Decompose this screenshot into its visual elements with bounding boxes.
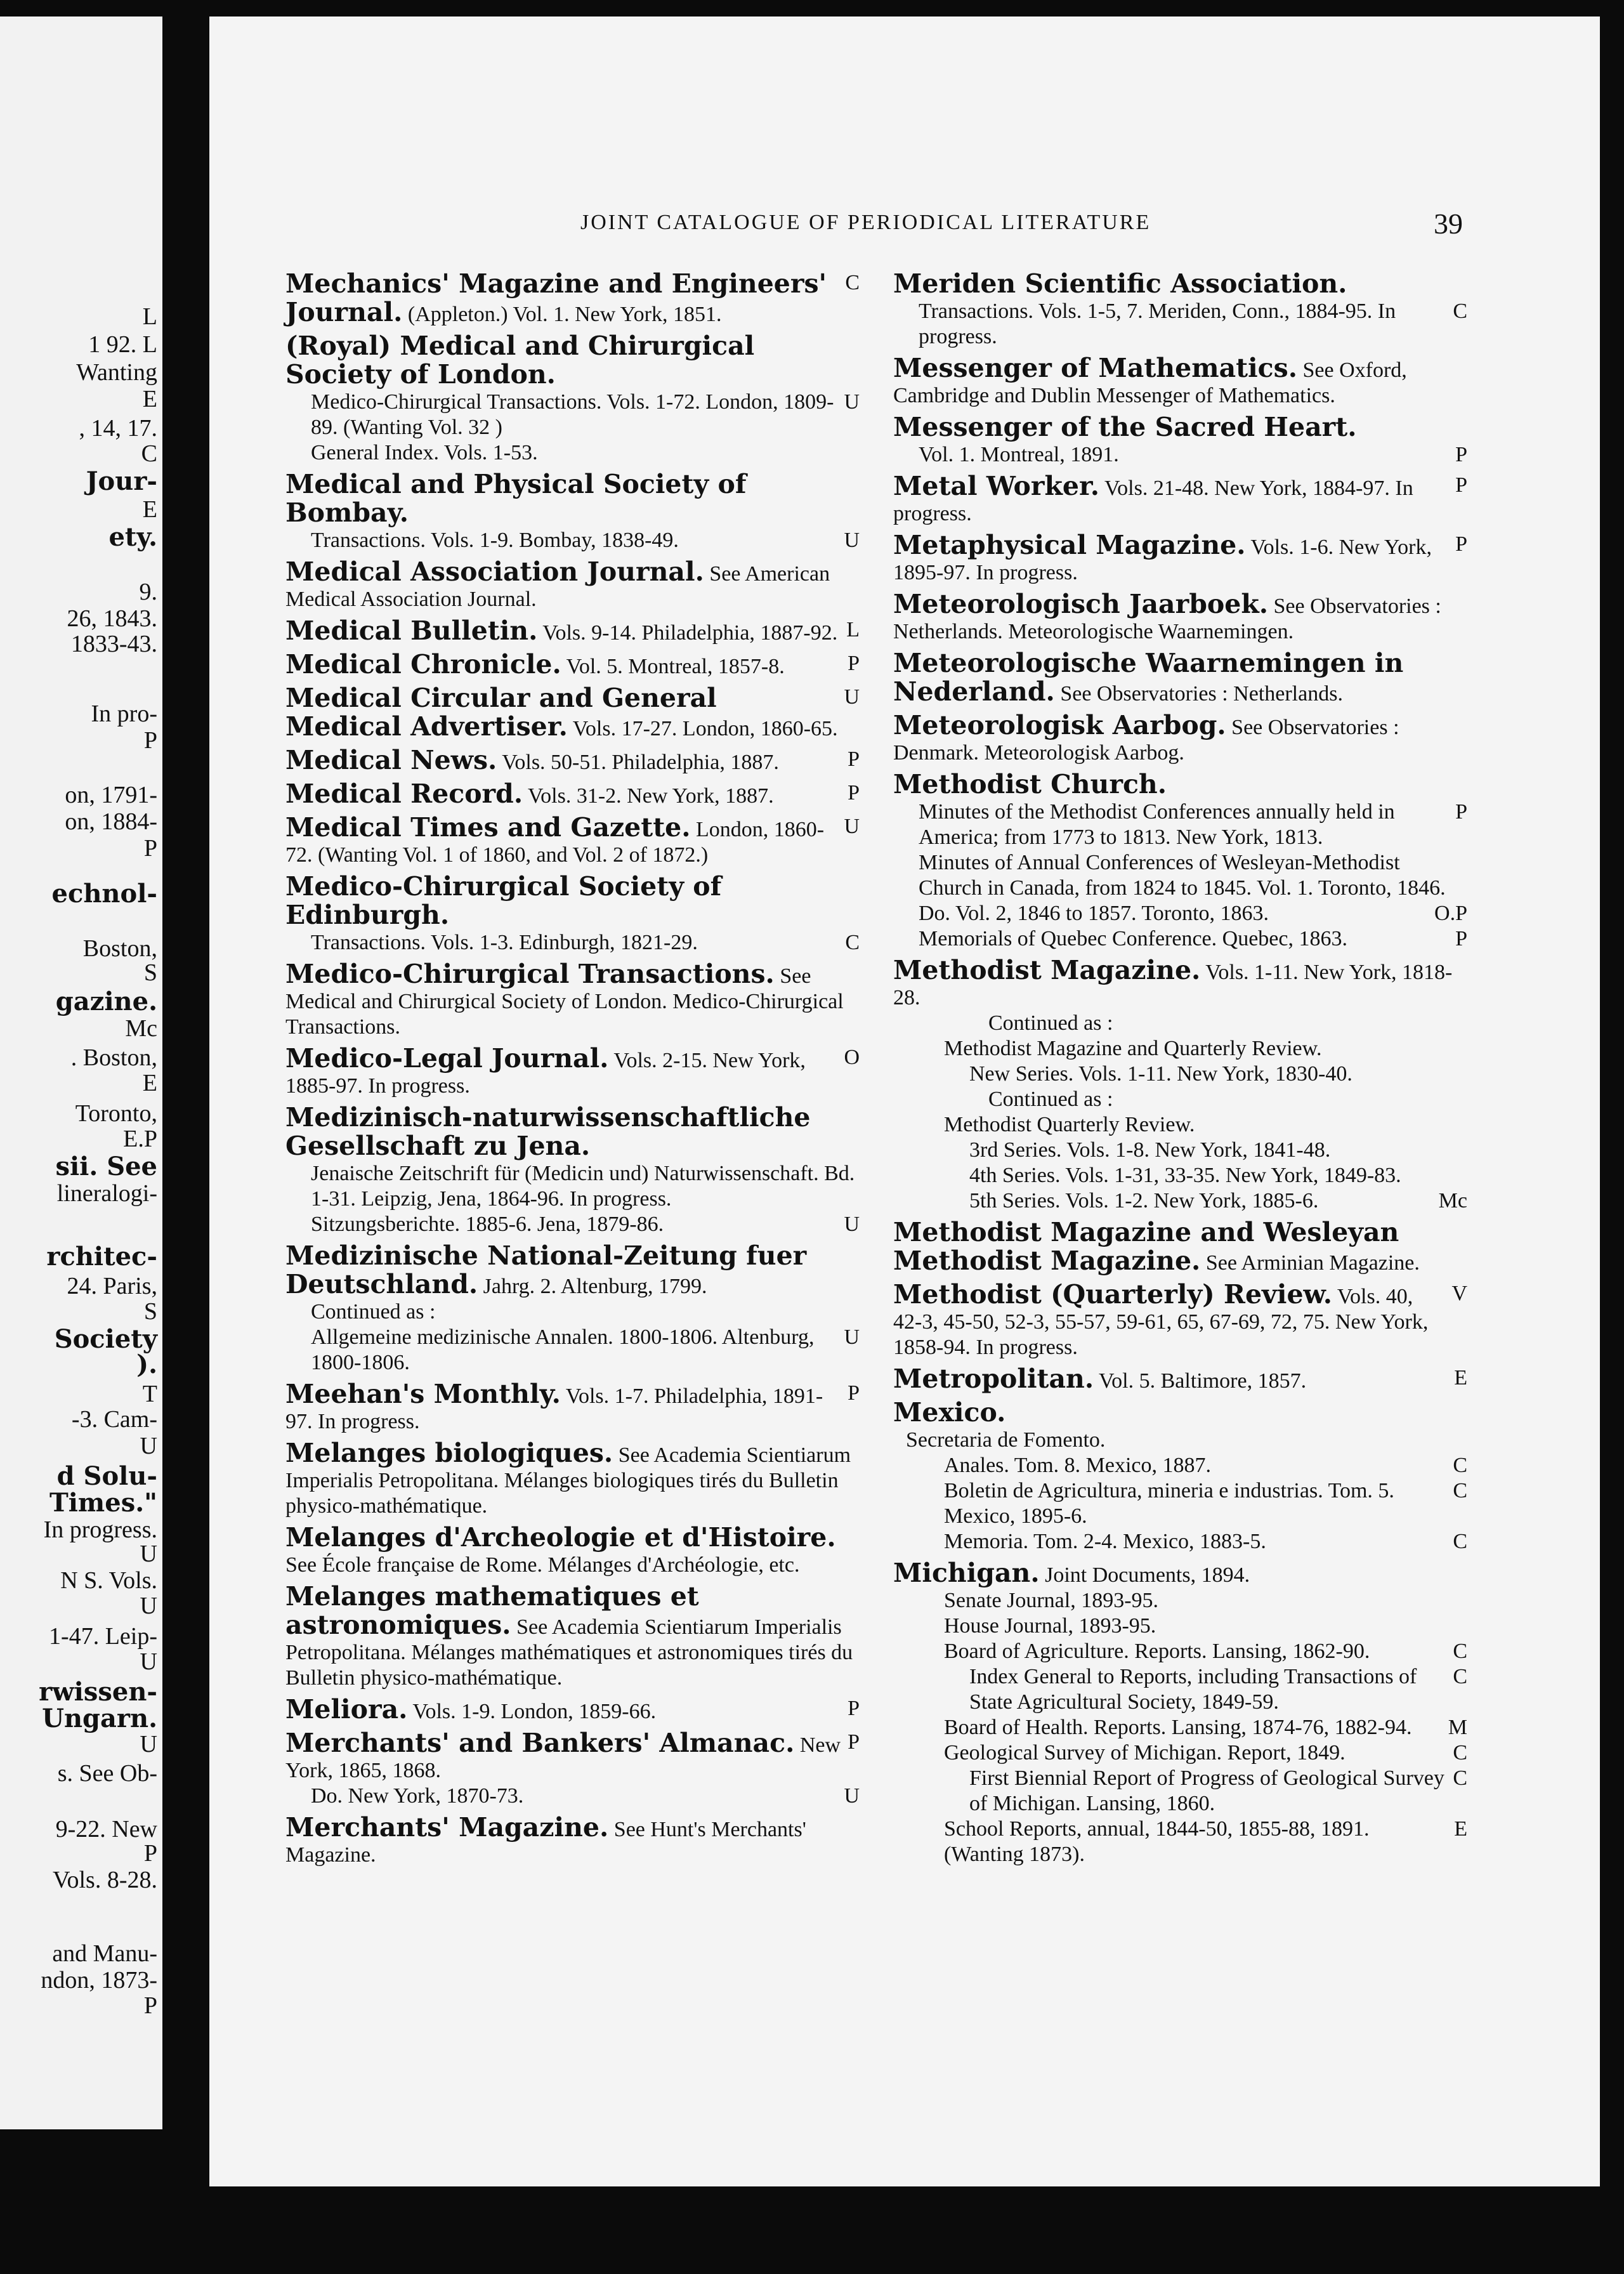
- holding-code: E: [1454, 1366, 1467, 1390]
- holding-code: Mc: [1438, 1189, 1467, 1213]
- sub-entry: [893, 926, 1467, 952]
- sub-entry-text: New Series. Vols. 1-11. New York, 1830-40.: [969, 1062, 1352, 1086]
- catalogue-entry: [285, 1381, 860, 1435]
- catalogue-entry: [285, 1583, 860, 1691]
- entry-title: Medical Chronicle.: [285, 649, 561, 680]
- catalogue-entry: [285, 651, 860, 680]
- sub-entry: [893, 1664, 1467, 1715]
- left-page-fragment: U: [140, 1433, 157, 1459]
- sub-entry: [893, 1036, 1467, 1061]
- left-page-fragment: N S. Vols.: [60, 1567, 157, 1594]
- sub-entry-text: Jenaische Zeitschrift für (Medicin und) Naturwissenschaft. Bd. 1-31. Leipzig, Jena, 1864-96. In progress.: [311, 1162, 855, 1211]
- left-page-fragment: L: [142, 303, 157, 330]
- entry-title: Melanges biologiques.: [285, 1438, 613, 1468]
- left-page-fragment: P: [143, 727, 157, 754]
- catalogue-entry: [285, 617, 860, 646]
- entry-details: (Appleton.) Vol. 1. New York, 1851.: [407, 303, 722, 326]
- left-page-fragment: 1-47. Leip-: [49, 1623, 157, 1650]
- sub-entry: [285, 1161, 860, 1212]
- sub-entry-text: Methodist Quarterly Review.: [944, 1113, 1195, 1136]
- sub-entry: [285, 1212, 860, 1237]
- left-page-fragment: d Solu-: [56, 1461, 157, 1491]
- catalogue-entry: [285, 332, 860, 466]
- entry-title: Metaphysical Magazine.: [893, 530, 1246, 560]
- sub-entry-text: Transactions. Vols. 1-9. Bombay, 1838-49.: [311, 529, 679, 552]
- catalogue-entry: [285, 685, 860, 742]
- left-page-fragment: Ungarn.: [42, 1704, 157, 1733]
- entry-details: Vols. 1-9. London, 1859-66.: [412, 1700, 657, 1723]
- left-page-fragment: , 14, 17.: [79, 415, 157, 442]
- entry-details: See Observatories : Netherlands.: [1060, 682, 1343, 706]
- sub-entry-text: Do. Vol. 2, 1846 to 1857. Toronto, 1863.: [919, 902, 1269, 925]
- holding-code: C: [1453, 1766, 1467, 1790]
- catalogue-entry: [285, 814, 860, 868]
- catalogue-entry: [893, 1399, 1467, 1554]
- holding-code: C: [1453, 1454, 1467, 1477]
- sub-entry: [893, 1188, 1467, 1214]
- left-page-fragment: s. See Ob-: [57, 1760, 157, 1787]
- holding-code: P: [1455, 443, 1467, 466]
- catalogue-entry: [893, 650, 1467, 707]
- catalogue-entry: [285, 1730, 860, 1809]
- catalogue-entry: [285, 1814, 860, 1868]
- holding-code: E: [1454, 1817, 1467, 1841]
- entry-title: Medico-Chirurgical Transactions.: [285, 959, 775, 989]
- entry-title: Medico-Legal Journal.: [285, 1043, 609, 1074]
- entry-title: Metropolitan.: [893, 1364, 1094, 1394]
- left-page-fragment: 9-22. New: [55, 1816, 157, 1843]
- holding-code: V: [1451, 1282, 1467, 1305]
- left-page-fragment: Times.": [49, 1488, 157, 1518]
- sub-entry: [893, 299, 1467, 350]
- entry-title: Medizinisch-naturwissenschaftliche Gesellschaft zu Jena.: [285, 1102, 811, 1161]
- entry-title: Methodist Magazine and Wesleyan Methodist Magazine.: [893, 1217, 1399, 1276]
- left-page-fragment: S: [143, 1298, 157, 1325]
- sub-entry-text: Geological Survey of Michigan. Report, 1849.: [944, 1741, 1346, 1765]
- left-page-fragment: 9.: [139, 579, 157, 605]
- sub-entry: [893, 1766, 1467, 1817]
- sub-entry-text: Memoria. Tom. 2-4. Mexico, 1883-5.: [944, 1530, 1266, 1553]
- entry-title: Medical News.: [285, 745, 497, 775]
- entry-details: Vols. 1-7. Philadelphia, 1891-97. In progress.: [285, 1384, 823, 1433]
- sub-entry-text: Senate Journal, 1893-95.: [944, 1589, 1159, 1612]
- catalogue-entry: [285, 961, 860, 1040]
- sub-entry: [893, 1478, 1467, 1529]
- entry-details: Vols. 17-27. London, 1860-65.: [572, 717, 838, 740]
- left-page-fragment: C: [141, 440, 157, 467]
- entry-title: Merchants' Magazine.: [285, 1812, 609, 1843]
- entry-title: Michigan.: [893, 1558, 1040, 1588]
- entry-title: Methodist Magazine.: [893, 955, 1201, 985]
- sub-entry-text: Index General to Reports, including Transactions of State Agricultural Society, 1849-59.: [969, 1665, 1417, 1714]
- left-page-fragment: Toronto,: [75, 1100, 157, 1127]
- left-page-fragment: rchitec-: [46, 1242, 157, 1272]
- entry-details: See Medical and Chirurgical Society of London. Medico-Chirurgical Transactions.: [285, 964, 844, 1039]
- left-page-fragment: sii. See: [55, 1152, 157, 1181]
- entry-details: Vols. 2-15. New York, 1885-97. In progress.: [285, 1049, 806, 1098]
- sub-entry-text: Allgemeine medizinische Annalen. 1800-1806. Altenburg, 1800-1806.: [311, 1325, 815, 1374]
- left-page-fragment: on, 1791-: [65, 782, 157, 808]
- entry-details: Jahrg. 2. Altenburg, 1799.: [483, 1275, 707, 1298]
- entry-title: Medical Bulletin.: [285, 615, 538, 646]
- entry-title: Medical Circular and General Medical Advertiser.: [285, 683, 717, 742]
- holding-code: C: [845, 271, 860, 294]
- entry-title: (Royal) Medical and Chirurgical Society of London.: [285, 331, 755, 390]
- sub-entry: [893, 1428, 1467, 1453]
- entry-title: Meriden Scientific Association.: [893, 268, 1347, 299]
- sub-entry: [285, 1325, 860, 1376]
- entry-details: Vol. 5. Montreal, 1857-8.: [566, 655, 785, 678]
- sub-entry-text: Board of Agriculture. Reports. Lansing, 1862-90.: [944, 1640, 1370, 1663]
- left-page: [0, 16, 162, 2129]
- left-page-fragment: P: [143, 1992, 157, 2019]
- left-page-fragment: and Manu-: [52, 1940, 157, 1967]
- entry-title: Medical Association Journal.: [285, 556, 704, 587]
- sub-entry: [893, 850, 1467, 901]
- sub-entry-text: Methodist Magazine and Quarterly Review.: [944, 1037, 1322, 1060]
- entry-details: Vol. 5. Baltimore, 1857.: [1099, 1369, 1307, 1393]
- sub-entry-text: Continued as :: [311, 1300, 436, 1324]
- left-page-fragment: lineralogi-: [56, 1180, 157, 1207]
- left-page-fragment: 26, 1843.: [67, 605, 157, 632]
- page-number: 39: [1434, 207, 1463, 240]
- left-page-fragment: P: [143, 1840, 157, 1867]
- sub-entry-text: Minutes of the Methodist Conferences annually held in America; from 1773 to 1813. New York, 1813.: [919, 800, 1395, 849]
- holding-code: C: [1453, 1640, 1467, 1663]
- entry-details: Vols. 31-2. New York, 1887.: [528, 784, 774, 808]
- left-page-fragment: Society: [54, 1324, 157, 1354]
- holding-code: P: [848, 781, 860, 805]
- entry-title: Medical Record.: [285, 779, 523, 809]
- sub-entry: [893, 1613, 1467, 1639]
- left-page-fragment: S: [143, 959, 157, 986]
- sub-entry-text: Boletin de Agricultura, mineria e industrias. Tom. 5. Mexico, 1895-6.: [944, 1479, 1394, 1528]
- left-page-fragment: Jour-: [86, 466, 157, 496]
- sub-entry: [893, 1529, 1467, 1554]
- sub-entry-text: Do. New York, 1870-73.: [311, 1784, 524, 1808]
- sub-entry-text: Secretaria de Fomento.: [906, 1428, 1106, 1452]
- entry-details: See Arminian Magazine.: [1205, 1251, 1420, 1275]
- holding-code: U: [844, 1784, 860, 1808]
- holding-code: C: [845, 931, 860, 954]
- holding-code: C: [1453, 1530, 1467, 1553]
- sub-entry-text: House Journal, 1893-95.: [944, 1614, 1156, 1638]
- holding-code: O: [844, 1046, 860, 1069]
- holding-code: U: [844, 529, 860, 552]
- entry-title: Medical and Physical Society of Bombay.: [285, 469, 747, 528]
- left-page-fragment: E: [142, 496, 157, 523]
- catalogue-entry: [285, 1045, 860, 1099]
- sub-entry: [285, 440, 860, 466]
- entry-details: Vols. 9-14. Philadelphia, 1887-92.: [542, 621, 838, 645]
- holding-code: P: [848, 747, 860, 771]
- catalogue-entry: [893, 532, 1467, 586]
- holding-code: P: [1455, 800, 1467, 824]
- catalogue-entry: [893, 1281, 1467, 1360]
- left-page-fragment: U: [140, 1648, 157, 1675]
- holding-code: P: [848, 1697, 860, 1720]
- entry-details: Joint Documents, 1894.: [1045, 1563, 1250, 1587]
- catalogue-entry: [893, 473, 1467, 527]
- catalogue-entry: [285, 270, 860, 327]
- left-page-fragment: ).: [136, 1350, 157, 1379]
- entry-title: Messenger of Mathematics.: [893, 353, 1297, 383]
- catalogue-entry: [893, 1560, 1467, 1867]
- holding-code: U: [844, 685, 860, 709]
- left-page-fragment: E.P: [123, 1126, 157, 1152]
- catalogue-entry: [285, 558, 860, 612]
- left-page-fragment: -3. Cam-: [71, 1406, 157, 1433]
- entry-title: Meehan's Monthly.: [285, 1379, 561, 1409]
- entry-details: See Oxford, Cambridge and Dublin Messenger of Mathematics.: [893, 358, 1407, 407]
- sub-entry-text: Anales. Tom. 8. Mexico, 1887.: [944, 1454, 1211, 1477]
- catalogue-entry: [285, 1696, 860, 1725]
- entry-title: Merchants' and Bankers' Almanac.: [285, 1728, 795, 1758]
- entry-title: Melanges mathematiques et astronomiques.: [285, 1581, 699, 1640]
- left-page-fragment: 1 92. L: [88, 331, 157, 358]
- sub-entry: [893, 1112, 1467, 1138]
- entry-title: Meteorologisk Aarbog.: [893, 710, 1226, 740]
- entry-title: Messenger of the Sacred Heart.: [893, 412, 1357, 442]
- left-column: [285, 270, 860, 1873]
- catalogue-entry: [893, 712, 1467, 766]
- holding-code: P: [1455, 927, 1467, 950]
- left-page-fragment: In pro-: [91, 700, 157, 727]
- sub-entry-text: 5th Series. Vols. 1-2. New York, 1885-6.: [969, 1189, 1319, 1213]
- sub-entry: [285, 930, 860, 956]
- holding-code: O.P: [1434, 902, 1467, 925]
- sub-entry: [893, 1740, 1467, 1766]
- sub-entry-text: Memorials of Quebec Conference. Quebec, 1863.: [919, 927, 1347, 950]
- sub-entry: [285, 1299, 860, 1325]
- sub-entry-text: Transactions. Vols. 1-3. Edinburgh, 1821-29.: [311, 931, 698, 954]
- page-header: [209, 207, 1600, 245]
- sub-entry: [893, 442, 1467, 468]
- catalogue-entry: [893, 957, 1467, 1214]
- sub-entry: [285, 1784, 860, 1809]
- entry-title: Medizinische National-Zeitung fuer Deutschland.: [285, 1240, 807, 1299]
- entry-title: Methodist (Quarterly) Review.: [893, 1279, 1332, 1310]
- holding-code: P: [848, 652, 860, 675]
- sub-entry-text: 3rd Series. Vols. 1-8. New York, 1841-48.: [969, 1138, 1331, 1162]
- holding-code: C: [1453, 1741, 1467, 1765]
- entry-title: Mechanics' Magazine and Engineers' Journal.: [285, 268, 827, 327]
- page-gutter: [162, 0, 207, 2274]
- sub-entry-text: Continued as :: [988, 1011, 1113, 1035]
- sub-entry-text: School Reports, annual, 1844-50, 1855-88, 1891. (Wanting 1873).: [944, 1817, 1370, 1866]
- holding-code: L: [846, 618, 860, 641]
- holding-code: U: [844, 390, 860, 414]
- catalogue-entry: [285, 780, 860, 809]
- catalogue-entry: [285, 747, 860, 775]
- catalogue-entry: [285, 1524, 860, 1578]
- entry-title: Melanges d'Archeologie et d'Histoire.: [285, 1522, 836, 1553]
- sub-entry-text: General Index. Vols. 1-53.: [311, 441, 538, 464]
- sub-entry: [893, 1453, 1467, 1478]
- catalogue-entry: [893, 1219, 1467, 1276]
- sub-entry-text: Minutes of Annual Conferences of Wesleyan-Methodist Church in Canada, from 1824 to 1845. Vol. 1. Toronto, 1846.: [919, 851, 1446, 900]
- entry-details: Vols. 1-6. New York, 1895-97. In progress.: [893, 536, 1432, 584]
- right-column: [893, 270, 1467, 1872]
- left-page-fragment: gazine.: [55, 987, 157, 1016]
- entry-title: Medico-Chirurgical Society of Edinburgh.: [285, 871, 722, 930]
- entry-details: See American Medical Association Journal.: [285, 562, 830, 611]
- entry-title: Metal Worker.: [893, 471, 1100, 501]
- left-page-fragment: E: [142, 1070, 157, 1096]
- left-page-fragment: Mc: [125, 1015, 157, 1042]
- entry-details: See École française de Rome. Mélanges d'Archéologie, etc.: [285, 1553, 800, 1577]
- left-page-fragment: P: [143, 835, 157, 862]
- entry-details: See Academia Scientiarum Imperialis Petropolitana. Mélanges mathématiques et astronomiques tirés du Bulletin physico-mathématique.: [285, 1615, 853, 1690]
- entry-title: Meliora.: [285, 1694, 408, 1725]
- left-page-fragment: rwissen-: [39, 1677, 157, 1707]
- sub-entry: [893, 1163, 1467, 1188]
- left-page-fragment: Wanting: [76, 359, 157, 386]
- sub-entry: [285, 390, 860, 440]
- sub-entry: [893, 901, 1467, 926]
- sub-entry-text: Medico-Chirurgical Transactions. Vols. 1-72. London, 1809-89. (Wanting Vol. 32 ): [311, 390, 834, 439]
- left-page-fragment: U: [140, 1731, 157, 1758]
- left-page-fragment: . Boston,: [70, 1044, 157, 1071]
- catalogue-entry: [285, 1104, 860, 1237]
- sub-entry-text: Continued as :: [988, 1088, 1113, 1111]
- holding-code: P: [848, 1730, 860, 1754]
- entry-details: See Academia Scientiarum Imperialis Petropolitana. Mélanges biologiques tirés du Bulletin physico-mathématique.: [285, 1443, 851, 1518]
- catalogue-entry: [285, 873, 860, 956]
- left-page-fragment: Vols. 8-28.: [52, 1867, 157, 1893]
- entry-details: See Observatories : Netherlands. Meteorologische Waarnemingen.: [893, 595, 1441, 643]
- running-head: JOINT CATALOGUE OF PERIODICAL LITERATURE: [580, 211, 1151, 234]
- left-page-fragment: T: [142, 1381, 157, 1407]
- left-page-fragment: Boston,: [82, 935, 157, 962]
- sub-entry-text: First Biennial Report of Progress of Geological Survey of Michigan. Lansing, 1860.: [969, 1766, 1444, 1815]
- sub-entry-text: Board of Health. Reports. Lansing, 1874-76, 1882-94.: [944, 1716, 1412, 1739]
- holding-code: U: [844, 1213, 860, 1236]
- sub-entry: [893, 1715, 1467, 1740]
- sub-entry: [893, 1639, 1467, 1664]
- sub-entry: [893, 1138, 1467, 1163]
- left-page-fragment: echnol-: [51, 879, 157, 909]
- right-page: [209, 16, 1600, 2186]
- edge-margin-text: [1555, 1032, 1600, 1324]
- catalogue-entry: [285, 1242, 860, 1376]
- holding-code: C: [1453, 1479, 1467, 1502]
- sub-entry: [285, 528, 860, 553]
- holding-code: U: [844, 815, 860, 838]
- entry-details: London, 1860-72. (Wanting Vol. 1 of 1860, and Vol. 2 of 1872.): [285, 818, 825, 867]
- entry-details: Vols. 50-51. Philadelphia, 1887.: [502, 751, 779, 774]
- entry-details: Vols. 21-48. New York, 1884-97. In progress.: [893, 476, 1413, 525]
- sub-entry-text: Vol. 1. Montreal, 1891.: [919, 443, 1119, 466]
- sub-entry: [893, 1061, 1467, 1087]
- left-page-fragment: on, 1884-: [65, 808, 157, 835]
- left-page-fragment: ndon, 1873-: [41, 1967, 157, 1994]
- entry-details: See Hunt's Merchants' Magazine.: [285, 1818, 806, 1867]
- holding-code: P: [848, 1381, 860, 1405]
- sub-entry: [893, 1087, 1467, 1112]
- holding-code: M: [1448, 1716, 1467, 1739]
- left-page-fragment: U: [140, 1541, 157, 1567]
- catalogue-entry: [893, 355, 1467, 409]
- sub-entry-text: 4th Series. Vols. 1-31, 33-35. New York, 1849-83.: [969, 1164, 1401, 1187]
- sub-entry-text: Transactions. Vols. 1-5, 7. Meriden, Conn., 1884-95. In progress.: [919, 299, 1396, 348]
- sub-entry: [893, 1817, 1467, 1867]
- entry-title: Meteorologische Waarnemingen in Nederland.: [893, 648, 1404, 707]
- left-page-fragment: In progress.: [43, 1516, 157, 1543]
- left-page-fragment: 24. Paris,: [67, 1273, 157, 1299]
- entry-details: See Observatories : Denmark. Meteorologisk Aarbog.: [893, 716, 1399, 765]
- left-page-fragment: 1833-43.: [70, 631, 157, 657]
- holding-code: P: [1455, 473, 1467, 497]
- entry-details: Vols. 1-11. New York, 1818-28.: [893, 961, 1453, 1009]
- holding-code: U: [844, 1325, 860, 1349]
- catalogue-entry: [893, 771, 1467, 952]
- entry-details: New York, 1865, 1868.: [285, 1733, 841, 1782]
- sub-entry: [893, 1011, 1467, 1036]
- entry-title: Mexico.: [893, 1397, 1006, 1428]
- catalogue-entry: [285, 1440, 860, 1519]
- catalogue-entry: [893, 414, 1467, 468]
- sub-entry: [893, 1588, 1467, 1613]
- left-page-fragment: U: [140, 1593, 157, 1619]
- catalogue-entry: [893, 270, 1467, 350]
- holding-code: C: [1453, 1665, 1467, 1688]
- left-page-fragment: E: [142, 386, 157, 412]
- sub-entry-text: Sitzungsberichte. 1885-6. Jena, 1879-86.: [311, 1213, 664, 1236]
- entry-details: Vols. 40, 42-3, 45-50, 52-3, 55-57, 59-61, 65, 67-69, 72, 75. New York, 1858-94. In progress.: [893, 1285, 1429, 1359]
- catalogue-entry: [893, 1365, 1467, 1394]
- catalogue-entry: [285, 471, 860, 553]
- entry-title: Methodist Church.: [893, 769, 1167, 799]
- sub-entry: [893, 799, 1467, 850]
- holding-code: C: [1453, 299, 1467, 323]
- holding-code: P: [1455, 532, 1467, 556]
- left-page-fragment: ety.: [108, 522, 157, 552]
- entry-title: Medical Times and Gazette.: [285, 812, 691, 843]
- entry-title: Meteorologisch Jaarboek.: [893, 589, 1268, 619]
- catalogue-entry: [893, 591, 1467, 645]
